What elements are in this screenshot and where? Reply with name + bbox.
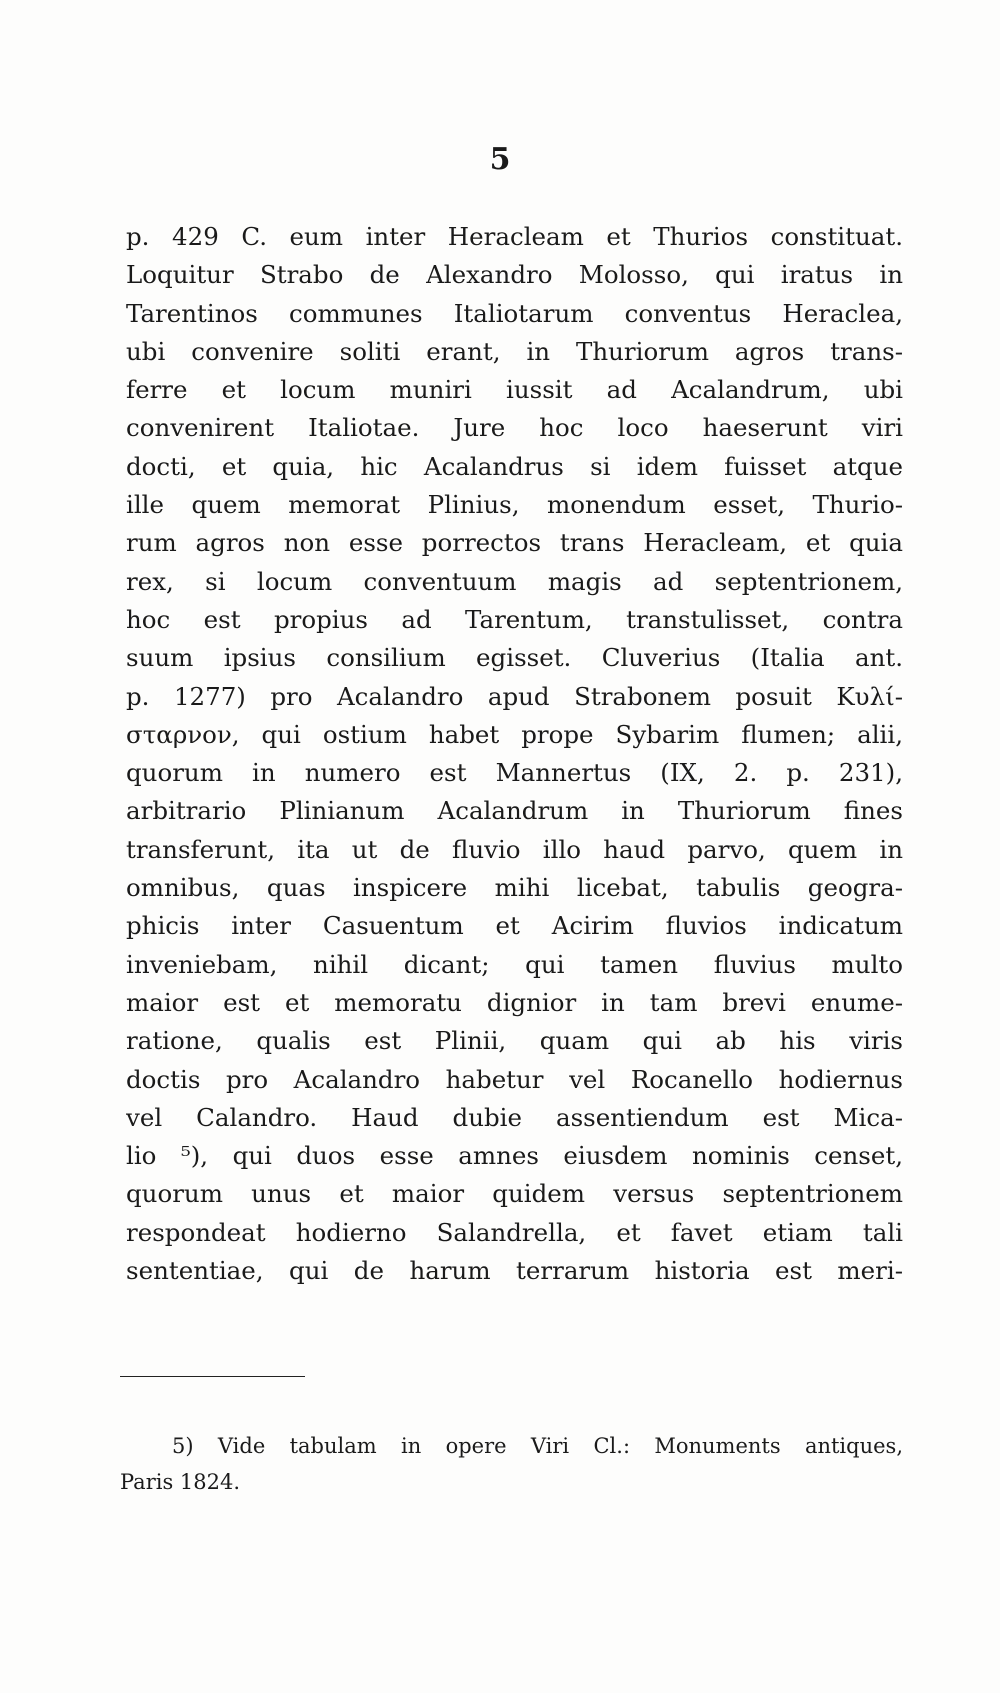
text-line: p. 1277) pro Acalandro apud Strabonem posuit Κυλί- (126, 681, 903, 711)
footnote-line: Paris 1824. (120, 1470, 241, 1494)
footnotes (120, 1428, 903, 1500)
text-line: σταρνον, qui ostium habet prope Sybarim flumen; alii, (126, 719, 903, 749)
text-line: ferre et locum muniri iussit ad Acalandrum, ubi (126, 375, 903, 405)
text-line: lio ⁵), qui duos esse amnes eiusdem nominis censet, (126, 1141, 903, 1171)
footnote-line: 5) Vide tabulam in opere Viri Cl.: Monuments antiques, (172, 1434, 903, 1458)
text-line: quorum unus et maior quidem versus septentrionem (126, 1179, 903, 1209)
text-line: rum agros non esse porrectos trans Heracleam, et quia (126, 528, 903, 558)
text-line: transferunt, ita ut de fluvio illo haud parvo, quem in (126, 834, 903, 864)
footnote-separator-rule (120, 1376, 305, 1377)
text-line: Loquitur Strabo de Alexandro Molosso, qui iratus in (126, 260, 903, 290)
text-line: rex, si locum conventuum magis ad septentrionem, (126, 566, 903, 596)
text-line: vel Calandro. Haud dubie assentiendum est Mica- (126, 1102, 903, 1132)
text-line: arbitrario Plinianum Acalandrum in Thuriorum fines (126, 796, 903, 826)
text-line: convenirent Italiotae. Jure hoc loco haeserunt viri (126, 413, 903, 443)
text-line: doctis pro Acalandro habetur vel Rocanello hodiernus (126, 1064, 903, 1094)
text-line: maior est et memoratu dignior in tam brevi enume- (126, 987, 903, 1017)
text-line: respondeat hodierno Salandrella, et favet etiam tali (126, 1217, 903, 1247)
text-line: sententiae, qui de harum terrarum historia est meri- (126, 1256, 903, 1286)
text-line: p. 429 C. eum inter Heracleam et Thurios constituat. (126, 222, 903, 251)
text-line: quorum in numero est Mannertus (IX, 2. p. 231), (126, 758, 903, 788)
body-text (126, 218, 903, 1290)
page-number: 5 (489, 142, 511, 177)
text-line: omnibus, quas inspicere mihi licebat, tabulis geogra- (126, 873, 903, 903)
text-line: ubi convenire soliti erant, in Thuriorum agros trans- (126, 336, 903, 366)
text-line: inveniebam, nihil dicant; qui tamen fluvius multo (126, 949, 903, 979)
text-line: Tarentinos communes Italiotarum conventus Heraclea, (126, 298, 903, 328)
text-line: suum ipsius consilium egisset. Cluverius (Italia ant. (126, 643, 903, 673)
text-line: ille quem memorat Plinius, monendum esset, Thurio- (126, 490, 903, 520)
text-line: docti, et quia, hic Acalandrus si idem fuisset atque (126, 451, 903, 481)
text-line: phicis inter Casuentum et Acirim fluvios indicatum (126, 911, 903, 941)
text-line: ratione, qualis est Plinii, quam qui ab his viris (126, 1026, 903, 1056)
text-line: hoc est propius ad Tarentum, transtulisset, contra (126, 604, 903, 634)
